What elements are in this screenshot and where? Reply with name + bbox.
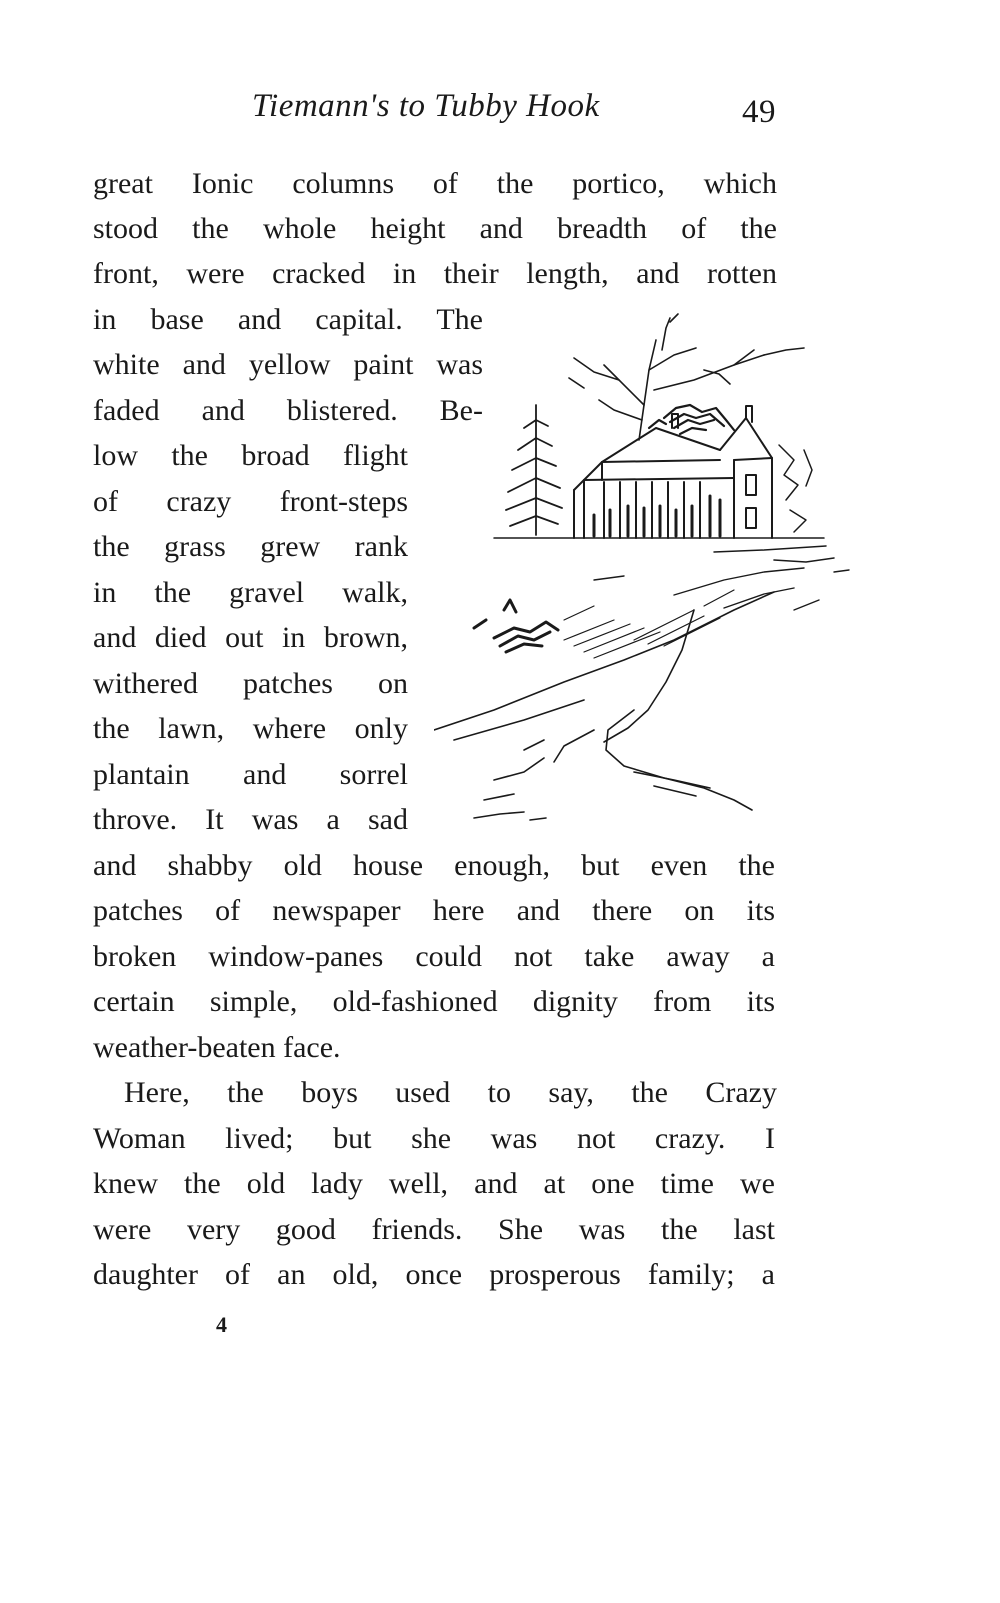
gravel-walk — [434, 592, 774, 820]
text-line: throve. It was a sad — [93, 803, 408, 836]
text-line: Here, the boys used to say, the Crazy — [124, 1076, 777, 1109]
page-number: 49 — [742, 94, 776, 130]
text-line: the grass grew rank — [93, 530, 408, 563]
text-line: certain simple, old-fashioned dignity from its — [93, 985, 775, 1018]
text-line: white and yellow paint was — [93, 348, 483, 381]
text-line: stood the whole height and breadth of the — [93, 212, 777, 245]
text-line: of crazy front-steps — [93, 485, 408, 518]
text-line: Woman lived; but she was not crazy. I — [93, 1122, 775, 1155]
text-line: great Ionic columns of the portico, which — [93, 167, 777, 200]
text-line: faded and blistered. Be- — [93, 394, 483, 427]
house-sketch-icon — [434, 310, 854, 835]
text-line: daughter of an old, once prosperous family; a — [93, 1258, 775, 1291]
lawn — [594, 568, 849, 610]
text-line: low the broad flight — [93, 439, 408, 472]
text-line: and shabby old house enough, but even the — [93, 849, 775, 882]
text-line: in base and capital. The — [93, 303, 483, 336]
text-line: withered patches on — [93, 667, 408, 700]
text-line: and died out in brown, — [93, 621, 408, 654]
text-line: the lawn, where only — [93, 712, 408, 745]
windows — [594, 496, 720, 536]
text-line: plantain and sorrel — [93, 758, 408, 791]
text-line: weather-beaten face. — [93, 1031, 341, 1064]
grass-hatching — [564, 590, 734, 658]
text-line: in the gravel walk, — [93, 576, 408, 609]
pine-tree — [506, 405, 562, 535]
text-line: front, were cracked in their length, and rotten — [93, 257, 777, 290]
house — [574, 406, 772, 538]
shrub — [474, 600, 558, 652]
text-line: knew the old lady well, and at one time we — [93, 1167, 775, 1200]
text-line: were very good friends. She was the last — [93, 1213, 775, 1246]
text-line: patches of newspaper here and there on its — [93, 894, 775, 927]
signature-mark: 4 — [216, 1312, 227, 1337]
text-line: broken window-panes could not take away a — [93, 940, 775, 973]
running-title: Tiemann's to Tubby Hook — [252, 88, 600, 124]
